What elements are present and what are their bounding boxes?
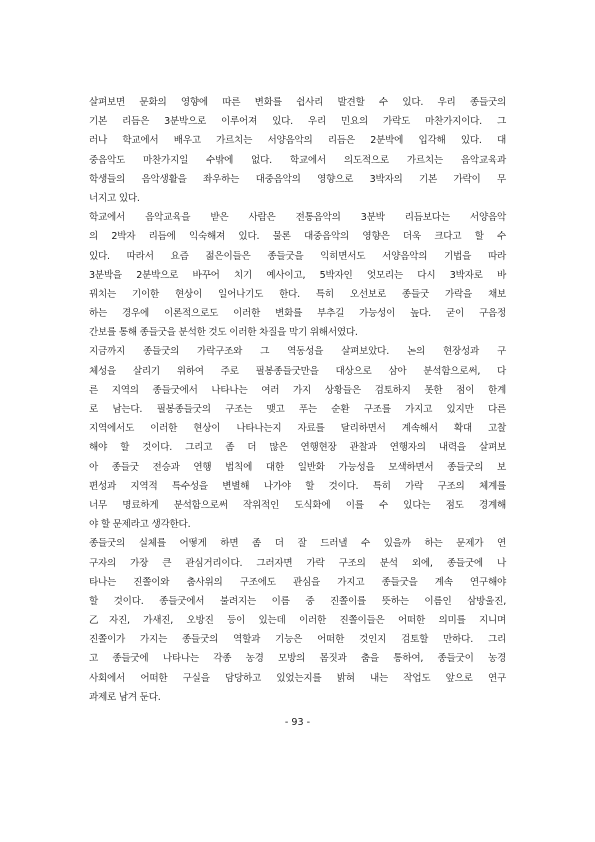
text-line: 지금까지 종들굿의 가락구조와 그 역동성을 살펴보았다. 논의 현장성과 구 xyxy=(89,346,506,358)
text-line: 중음악도 마찬가지일 수밖에 없다. 학교에서 의도적으로 가르치는 음악교육과 xyxy=(89,154,506,166)
text-line: 꿔치는 기이한 현상이 일어나기도 한다. 특히 오선보로 종들굿 가락을 채보 xyxy=(89,288,506,300)
text-line: 로 남는다. 필봉종들굿의 구조는 맺고 푸는 순환 구조를 가지고 있지만 다른 xyxy=(89,404,506,415)
text-line: 아 종들굿 전승과 연행 법칙에 대한 일반화 가능성을 모색하면서 종들굿의 보 xyxy=(89,461,506,473)
text-line: 지역에서도 이러한 현상이 나타나는지 자료를 달리하면서 계속해서 확대 고찰 xyxy=(89,423,506,435)
text-line: 乙자진, 가새진, 오방진 등이 있는데 이러한 진쫄이들은 어떠한 의미를 지니며 xyxy=(89,615,506,627)
text-line: 하는 경우에 이론적으로도 이러한 변화를 부추길 가능성이 높다. 굳이 구음정 xyxy=(89,308,506,320)
text-line: 3분박을 2분박으로 바꾸어 치기 예사이고, 5박자인 엇모리는 다시 3박자로 바 xyxy=(89,269,506,281)
page-number: - 93 - xyxy=(284,717,311,728)
text-line: 진쫄이가 가지는 종들굿의 역할과 기능은 어떠한 것인지 검토할 만하다. 그리 xyxy=(89,634,506,646)
text-line: 편성과 지역적 특수성을 변별해 나가야 할 것이다. 특히 가락 구조의 체계를 xyxy=(89,480,506,492)
text-line: 사회에서 어떠한 구실을 담당하고 있었는지를 밝혀 내는 작업도 앞으로 연구 xyxy=(89,672,506,684)
text-line: 야 할 문제라고 생각한다. xyxy=(89,519,191,531)
text-line: 체성을 살리기 위하여 주로 필봉종들굿만을 대상으로 삼아 분석함으로써, 다 xyxy=(89,365,506,377)
text-line: 종들굿의 실체를 어떻게 하면 좀 더 잘 드러낼 수 있을까 하는 문제가 연 xyxy=(89,538,506,550)
text-line: 러나 학교에서 배우고 가르치는 서양음악의 리듬은 2분박에 입각해 있다. 대 xyxy=(89,135,506,147)
text-line: 너지고 있다. xyxy=(89,192,140,204)
text-line: 타나는 진쫄이와 춤사위의 구조에도 관심을 가지고 종들굿을 계속 연구해야 xyxy=(89,576,506,588)
text-line: 의 2박자 리듬에 익숙해져 있다. 물론 대중음악의 영향은 더욱 크다고 할 수 xyxy=(89,231,506,243)
text-line: 른 지역의 종들굿에서 나타나는 여러 가지 상황들은 검토하지 못한 점이 한계 xyxy=(89,384,506,396)
text-line: 학생들의 음악생활을 좌우하는 대중음악의 영향으로 3박자의 기본 가락이 무 xyxy=(89,173,506,185)
text-line: 학교에서 음악교육을 받은 사람은 전통음악의 3분박 리듬보다는 서양음악 xyxy=(89,212,506,224)
text-line: 할 것이다. 종들굿에서 불려지는 이름 중 진쫄이를 뜻하는 이름인 삼방울진, xyxy=(89,595,506,607)
text-line: 살펴보면 문화의 영향에 따른 변화를 쉽사리 발견할 수 있다. 우리 종들굿의 xyxy=(89,97,506,108)
text-line: 너무 명료하게 분석함으로써 작위적인 도식화에 이를 수 있다는 점도 경계해 xyxy=(89,499,506,511)
text-line: 간보를 통해 종들굿을 분석한 것도 이러한 차질을 막기 위해서였다. xyxy=(89,327,358,339)
text-line: 있다. 따라서 요즘 젊은이들은 종들굿을 익히면서도 서양음악의 기법을 따라 xyxy=(89,250,506,262)
text-line: 기본 리듬은 3분박으로 이루어져 있다. 우리 민요의 가락도 마찬가지이다. 그 xyxy=(89,116,506,128)
text-line: 구자의 가장 큰 관심거리이다. 그러자면 가락 구조의 분석 외에, 종들굿에 나 xyxy=(89,557,506,569)
body-text xyxy=(89,93,506,707)
text-line: 고 종들굿에 나타나는 각종 농경 모방의 몸짓과 춤을 통하여, 종들굿이 농경 xyxy=(89,653,506,665)
text-line: 해야 할 것이다. 그리고 좀 더 많은 연행현장 관찰과 연행자의 내력을 살펴보 xyxy=(89,442,506,454)
text-line: 과제로 남겨 둔다. xyxy=(89,691,161,703)
